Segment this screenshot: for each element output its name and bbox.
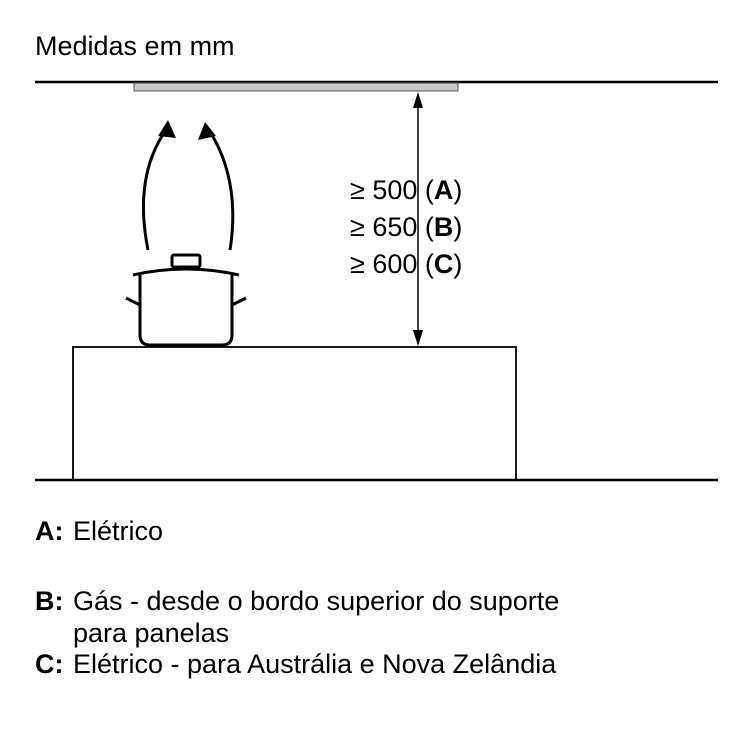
legend-key: B:	[35, 586, 64, 616]
dimension-a: ≥ 500 (A)	[350, 175, 463, 205]
legend-item-c	[35, 648, 556, 680]
cooktop-counter	[73, 347, 516, 480]
legend-text: Gás - desde o bordo superior do suporte	[73, 586, 560, 616]
hood-panel	[134, 83, 458, 91]
legend-item-a	[35, 515, 163, 547]
units-label: Medidas em mm	[35, 31, 235, 61]
pot-icon	[126, 255, 246, 345]
clearance-dimensions	[350, 172, 462, 283]
dimension-b: ≥ 650 (B)	[350, 212, 463, 242]
legend-key: A:	[35, 516, 64, 546]
legend-key: C:	[35, 649, 64, 679]
legend-text: Elétrico - para Austrália e Nova Zelândia	[73, 649, 557, 679]
dimension-c: ≥ 600 (C)	[350, 249, 463, 279]
legend-text-continued: para panelas	[73, 618, 230, 648]
steam-arrow-icon	[144, 120, 233, 250]
legend-item-b	[35, 585, 559, 649]
legend-text: Elétrico	[73, 516, 164, 546]
